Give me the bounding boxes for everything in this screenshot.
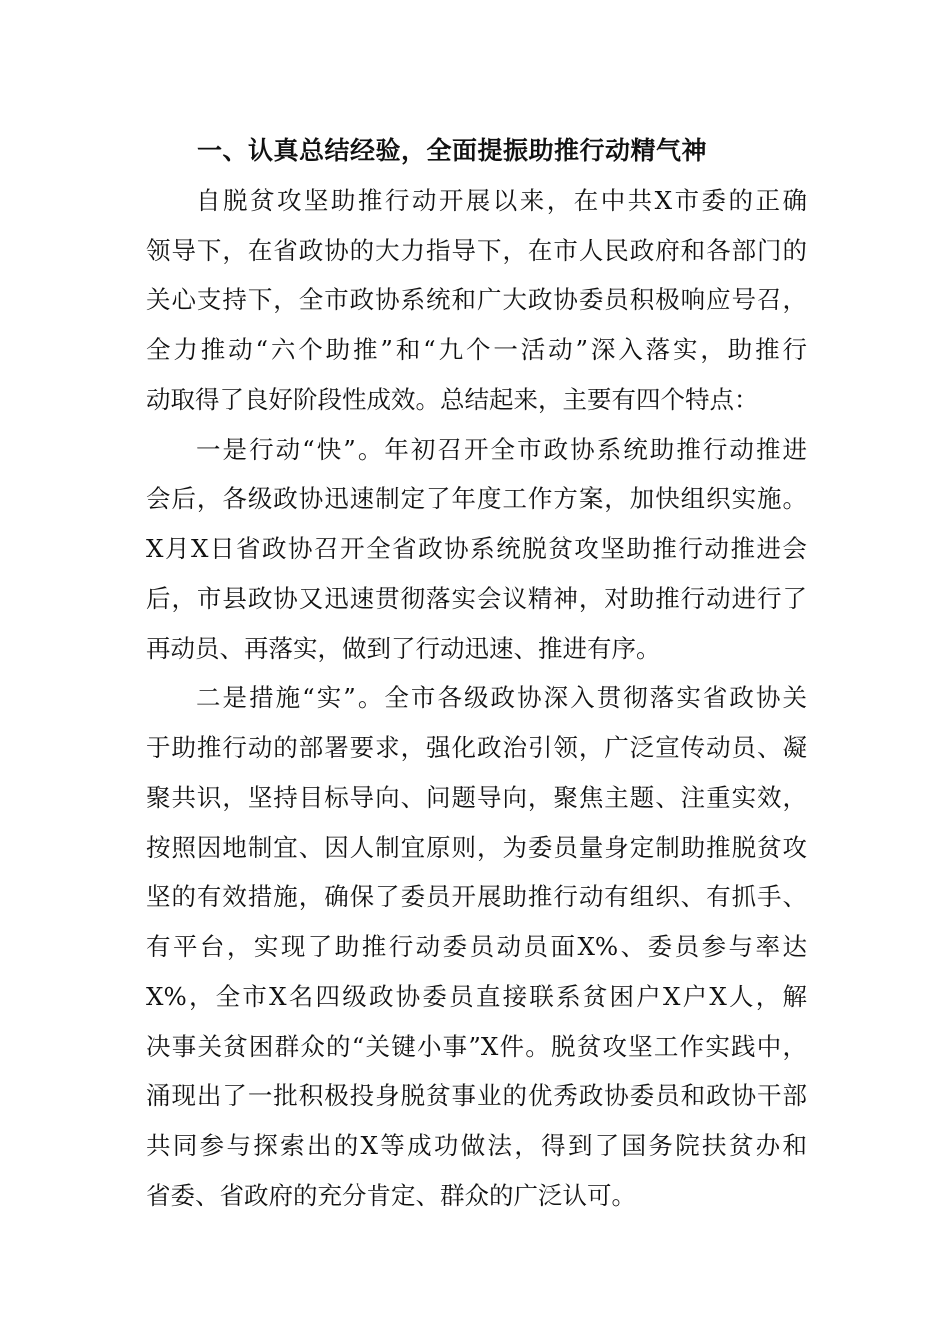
paragraph-3-line: 省委、省政府的充分肯定、群众的广泛认可。 bbox=[146, 1181, 636, 1210]
paragraph-3-line: 坚的有效措施，确保了委员开展助推行动有组织、有抓手、 bbox=[146, 882, 807, 911]
paragraph-2-line: 再动员、再落实，做到了行动迅速、推进有序。 bbox=[146, 634, 661, 663]
paragraph-3-line: 共同参与探索出的X等成功做法，得到了国务院扶贫办和 bbox=[146, 1131, 807, 1160]
paragraph-3-line: 于助推行动的部署要求，强化政治引领，广泛宣传动员、凝 bbox=[146, 733, 807, 762]
paragraph-3-line: 按照因地制宜、因人制宜原则，为委员量身定制助推脱贫攻 bbox=[146, 833, 807, 862]
paragraph-3-line: 有平台，实现了助推行动委员动员面X%、委员参与率达 bbox=[146, 932, 807, 961]
paragraph-3-line: 二是措施“实”。全市各级政协深入贯彻落实省政协关 bbox=[196, 683, 807, 712]
paragraph-3-line: X%，全市X名四级政协委员直接联系贫困户X户X人，解 bbox=[146, 982, 807, 1011]
paragraph-2-line: 会后，各级政协迅速制定了年度工作方案，加快组织实施。 bbox=[146, 484, 807, 513]
section-heading: 一、认真总结经验，全面提振助推行动精气神 bbox=[197, 136, 708, 165]
paragraph-1-line: 领导下，在省政协的大力指导下，在市人民政府和各部门的 bbox=[146, 236, 807, 265]
paragraph-2-line: X月X日省政协召开全省政协系统脱贫攻坚助推行动推进会 bbox=[146, 534, 807, 563]
paragraph-3-line: 决事关贫困群众的“关键小事”X件。脱贫攻坚工作实践中， bbox=[146, 1032, 807, 1061]
paragraph-3-line: 聚共识，坚持目标导向、问题导向，聚焦主题、注重实效， bbox=[146, 783, 807, 812]
paragraph-2-line: 一是行动“快”。年初召开全市政协系统助推行动推进 bbox=[196, 435, 807, 464]
paragraph-1-line: 自脱贫攻坚助推行动开展以来，在中共X市委的正确 bbox=[196, 186, 807, 215]
paragraph-1-line: 动取得了良好阶段性成效。总结起来，主要有四个特点： bbox=[146, 385, 759, 414]
paragraph-3-line: 涌现出了一批积极投身脱贫事业的优秀政协委员和政协干部 bbox=[146, 1081, 807, 1110]
paragraph-2-line: 后，市县政协又迅速贯彻落实会议精神，对助推行动进行了 bbox=[146, 584, 807, 613]
paragraph-1-line: 关心支持下，全市政协系统和广大政协委员积极响应号召， bbox=[146, 285, 807, 314]
paragraph-1-line: 全力推动“六个助推”和“九个一活动”深入落实，助推行 bbox=[146, 335, 807, 364]
